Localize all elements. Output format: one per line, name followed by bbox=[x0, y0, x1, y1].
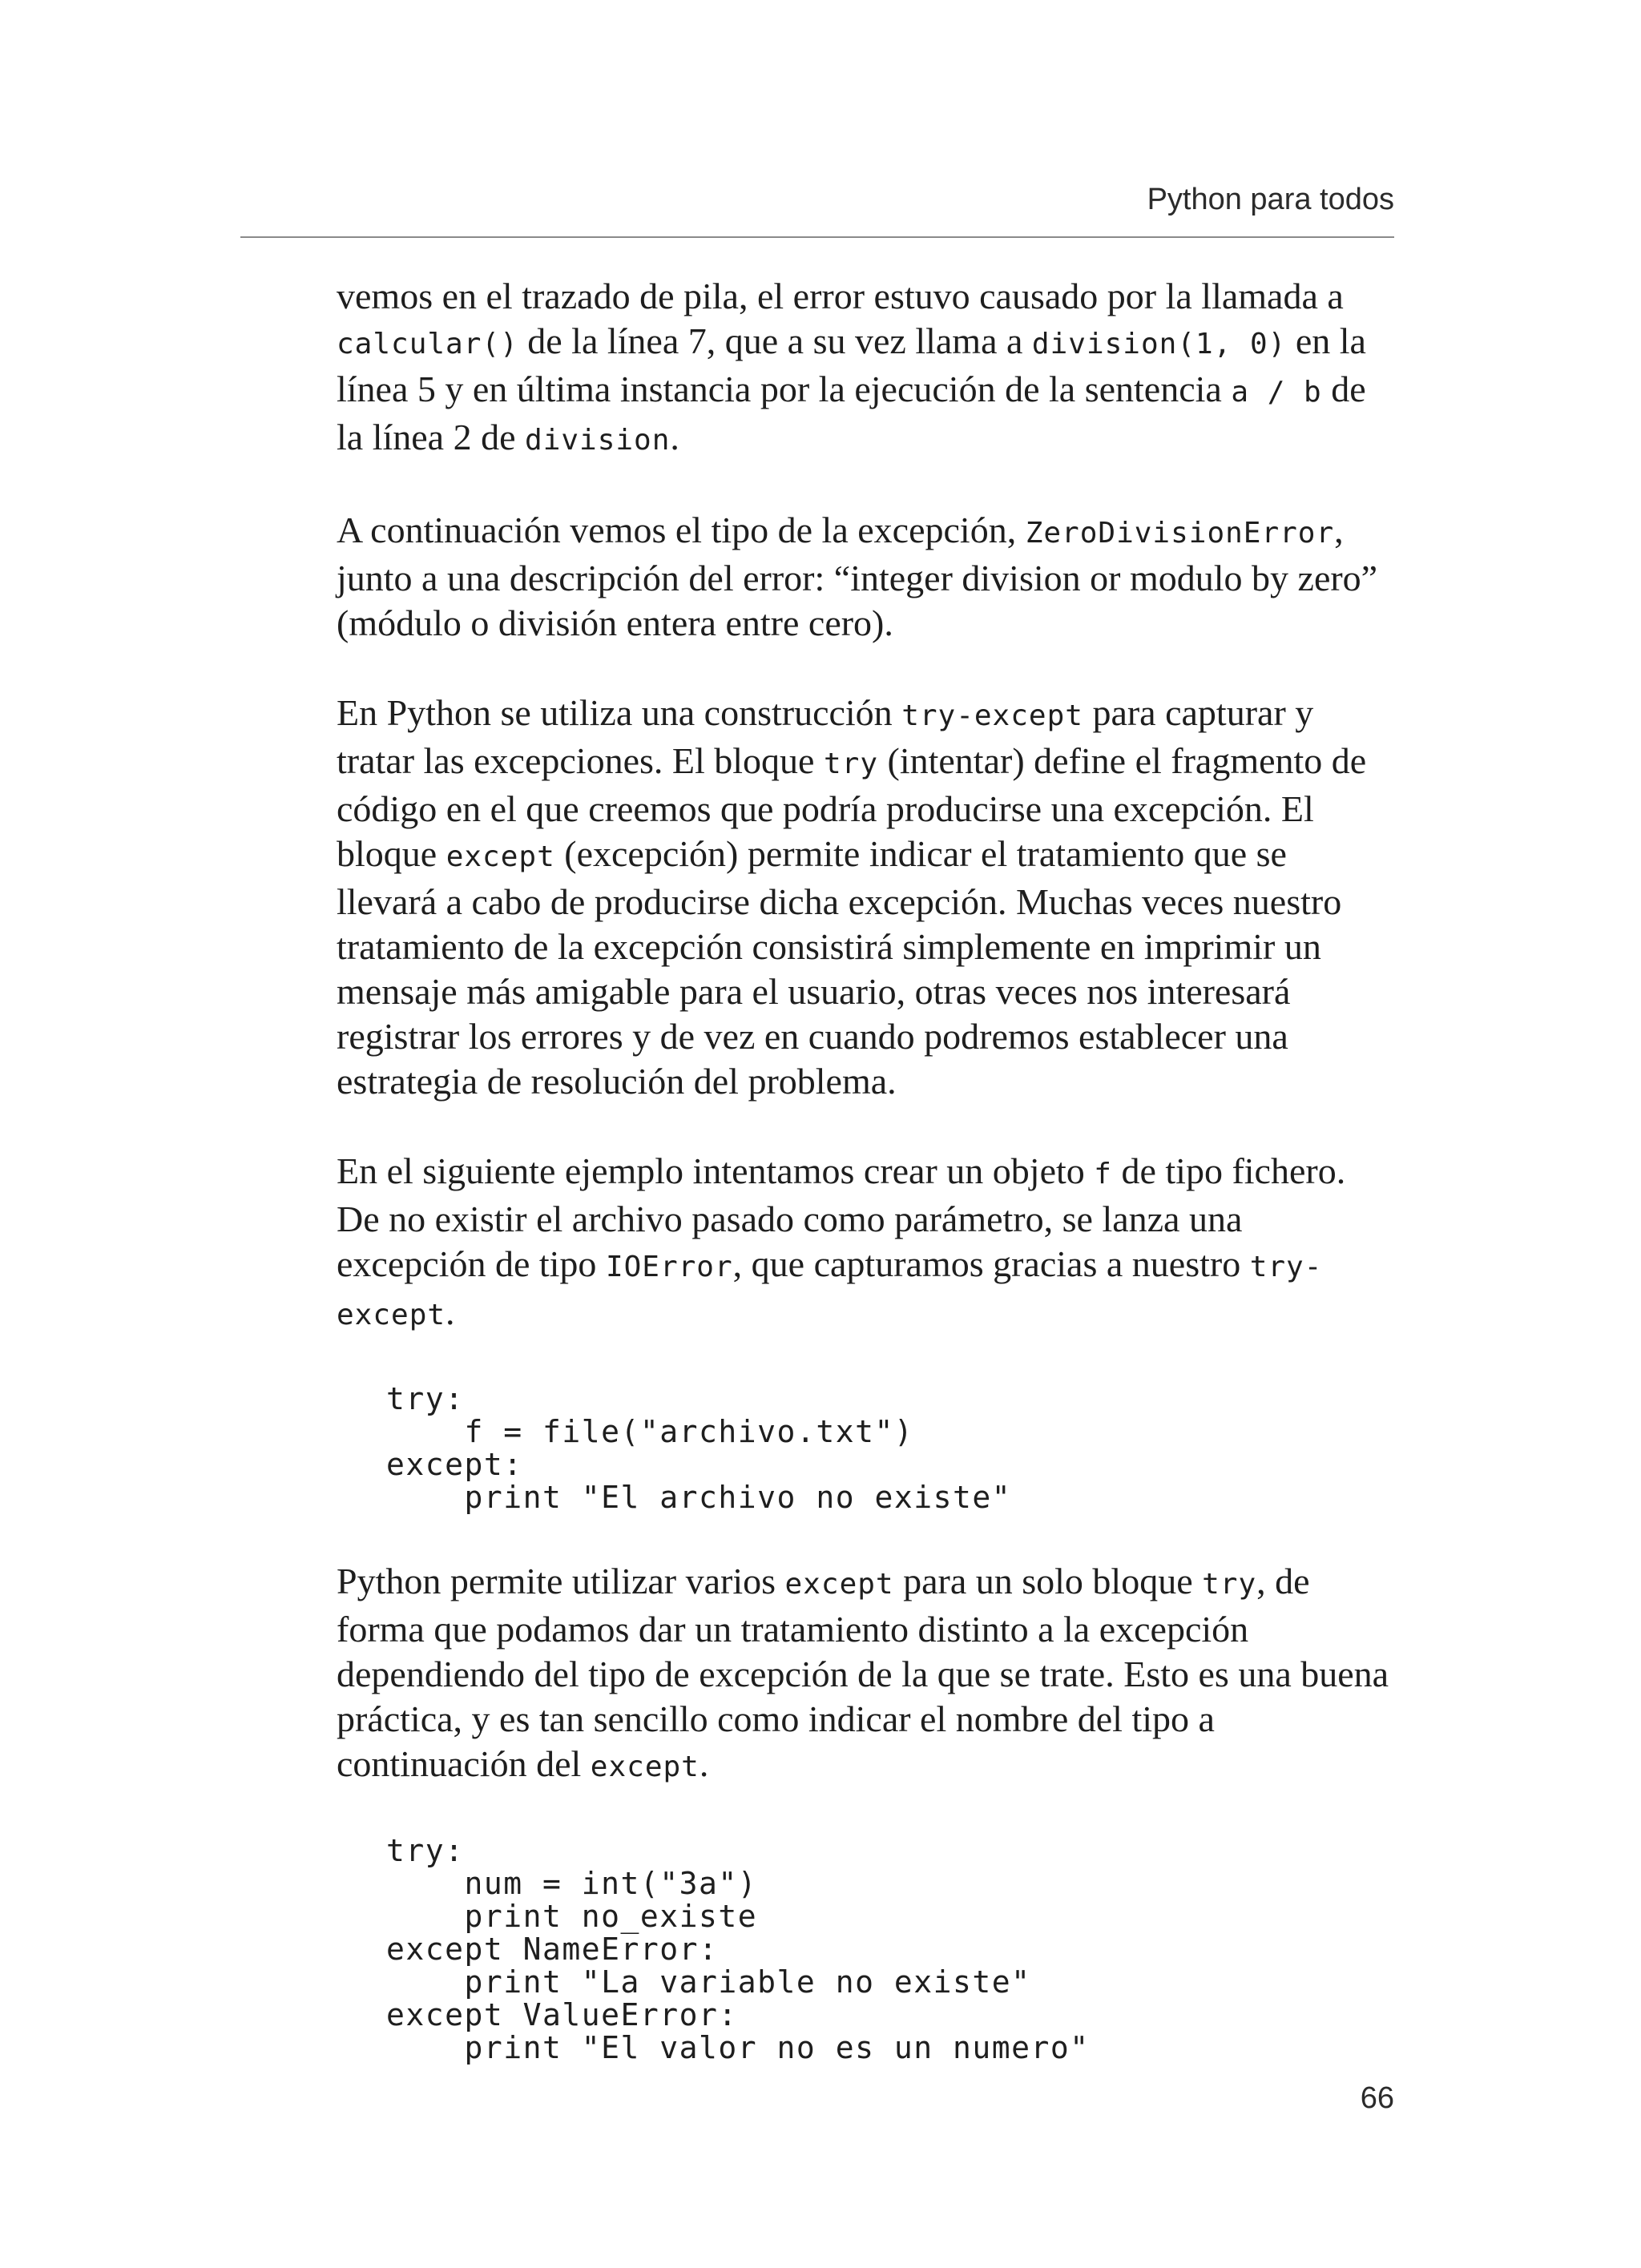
text-run: . bbox=[446, 1291, 455, 1332]
text-run: para capturar y tratar las excepciones. El bloque bbox=[337, 692, 1314, 781]
inline-code: f bbox=[1094, 1158, 1112, 1190]
inline-code: calcular() bbox=[337, 328, 518, 361]
paragraph bbox=[337, 508, 1396, 646]
inline-code: try bbox=[823, 747, 879, 780]
page-body bbox=[337, 274, 1396, 2109]
inline-code: a / b bbox=[1231, 376, 1322, 409]
paragraph bbox=[337, 691, 1396, 1104]
text-run: de tipo fichero. De no existir el archivo pasado como parámetro, se lanza una excepción de tipo bbox=[337, 1150, 1346, 1284]
inline-code: except bbox=[446, 840, 555, 873]
inline-code: division(1, 0) bbox=[1031, 328, 1287, 361]
text-run: , de forma que podamos dar un tratamiento distinto a la excepción dependiendo del tipo de excepción de la que se trate. Esto es una buena práctica, y es tan sencillo como indicar el nombre del tipo a continuación del bbox=[337, 1561, 1389, 1784]
text-run: En Python se utiliza una construcción bbox=[337, 692, 902, 733]
text-run: de la línea 7, que a su vez llama a bbox=[518, 320, 1032, 361]
text-run: para un solo bloque bbox=[893, 1561, 1203, 1601]
inline-code: except bbox=[784, 1568, 894, 1601]
inline-code: IOError bbox=[605, 1251, 733, 1283]
inline-code: try-except bbox=[901, 699, 1083, 732]
text-run: vemos en el trazado de pila, el error estuvo causado por la llamada a bbox=[337, 276, 1344, 316]
inline-code: try bbox=[1202, 1568, 1257, 1601]
paragraph bbox=[337, 1559, 1396, 1790]
page-number: 66 bbox=[1360, 2081, 1394, 2115]
text-run: en la línea 5 y en última instancia por la ejecución de la sentencia bbox=[337, 320, 1366, 409]
text-run: (excepción) permite indicar el tratamiento que se llevará a cabo de producirse dicha excepción. Muchas veces nuestro tratamiento de la excepción consistirá simplemente en imprimir un mensaje más amigable para el usuario, otras veces nos interesará registrar los errores y de vez en cuando podremos establecer una estrategia de resolución del problema. bbox=[337, 833, 1342, 1102]
inline-code: except bbox=[590, 1750, 700, 1783]
text-run: (intentar) define el fragmento de código en el que creemos que podría producirse una excepción. El bloque bbox=[337, 740, 1367, 874]
inline-code: ZeroDivisionError bbox=[1025, 517, 1335, 550]
running-header: Python para todos bbox=[1147, 183, 1394, 216]
text-run: , junto a una descripción del error: “integer division or modulo by zero” (módulo o división entera entre cero). bbox=[337, 510, 1378, 643]
code-block-multiple-except: try: num = int("3a") print no_existe except NameError: print "La variable no existe" except ValueError: print "El valor no es un numero" bbox=[386, 1833, 1090, 2065]
paragraph bbox=[337, 1149, 1396, 1338]
paragraph bbox=[337, 274, 1396, 463]
text-run: de la línea 2 de bbox=[337, 369, 1366, 457]
text-run: . bbox=[699, 1743, 709, 1784]
header-rule bbox=[240, 236, 1394, 238]
text-run: En el siguiente ejemplo intentamos crear un objeto bbox=[337, 1150, 1095, 1191]
inline-code: division bbox=[525, 424, 671, 457]
text-run: . bbox=[670, 417, 679, 457]
text-run: , que capturamos gracias a nuestro bbox=[732, 1243, 1250, 1284]
code-block-try-except: try: f = file("archivo.txt") except: print "El archivo no existe" bbox=[386, 1381, 1012, 1515]
text-run: Python permite utilizar varios bbox=[337, 1561, 785, 1601]
inline-code: try-except bbox=[337, 1251, 1323, 1331]
text-run: A continuación vemos el tipo de la excepción, bbox=[337, 510, 1026, 550]
